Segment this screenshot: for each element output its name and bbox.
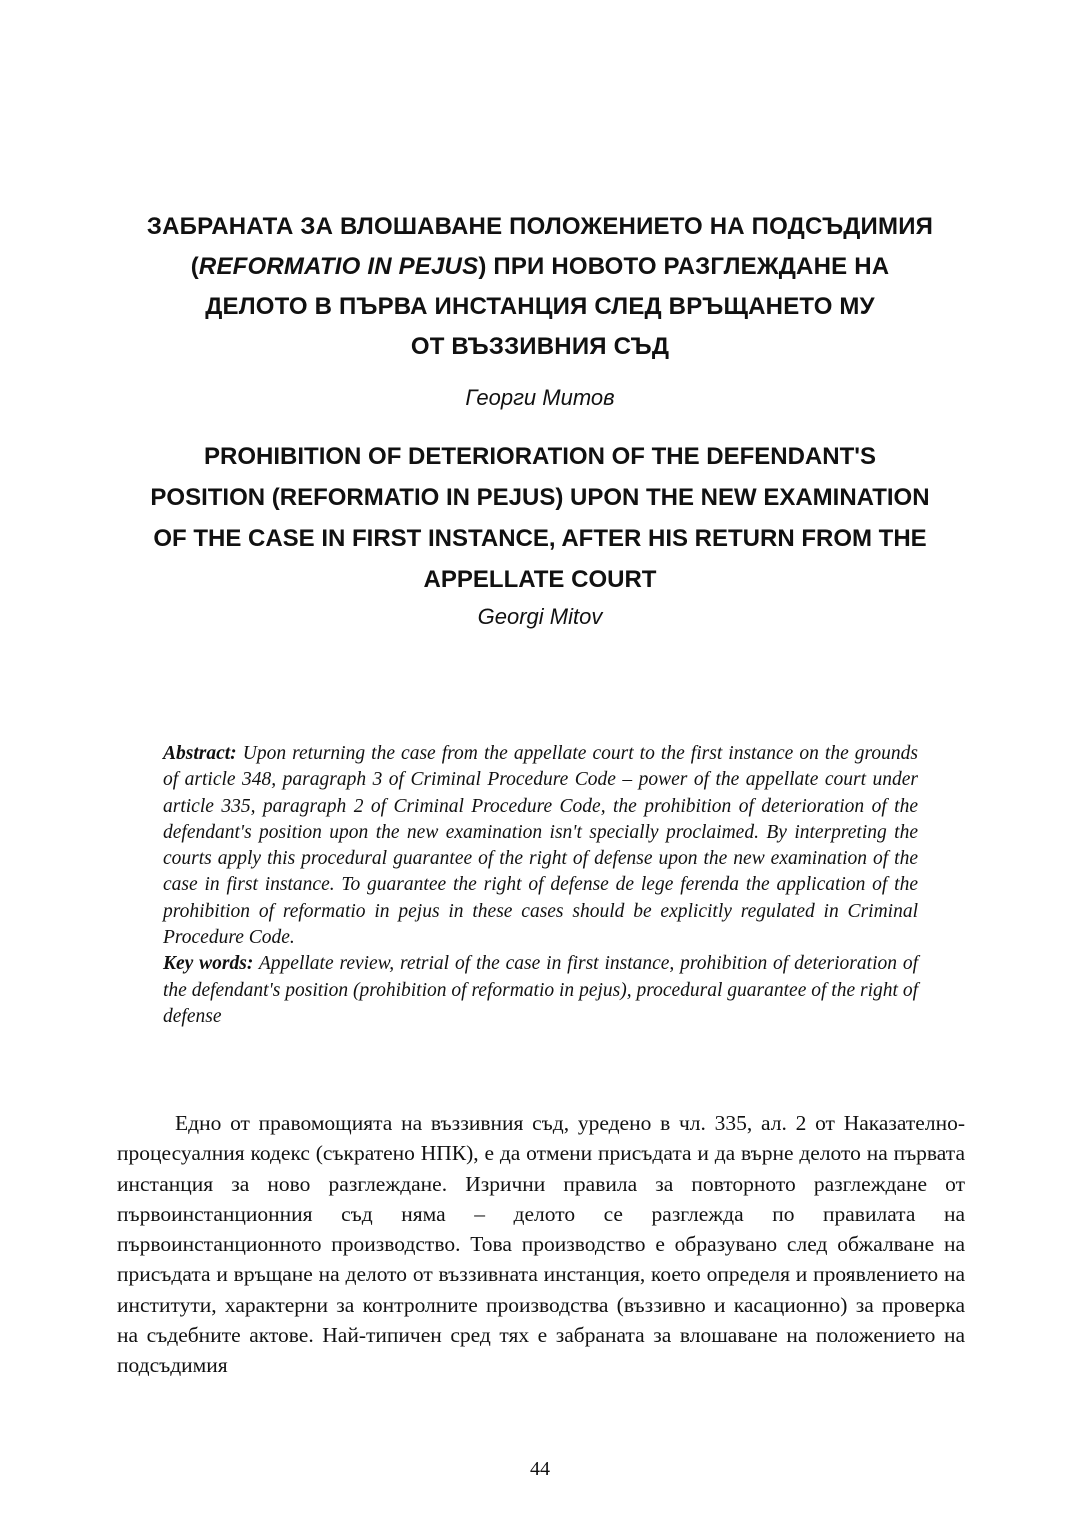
title-en-line-4: APPELLATE COURT [423,566,657,593]
title-bg-line-3: ДЕЛОТО В ПЪРВА ИНСТАНЦИЯ СЛЕД ВРЪЩАНЕТО МУ [205,293,875,320]
keywords-text: Appellate review, retrial of the case in first instance, prohibition of deterioration of the defendant's position (prohibition of reformatio in pejus), procedural guarantee of the right of defense [163,953,919,1027]
abstract-block [163,741,918,1030]
author-bulgarian: Георги Митов [465,385,615,410]
title-bg-line-2-rest: ) ПРИ НОВОТО РАЗГЛЕЖДАНЕ НА [478,253,890,280]
abstract-text: Upon returning the case from the appellate court to the first instance on the grounds of article 348, paragraph 3 of Criminal Procedure Code – power of the appellate court under article 335, paragraph 2 of Criminal Procedure Code, the prohibition of deterioration of the defendant's position upon the new examination isn't specially proclaimed. By interpreting the courts apply this procedural guarantee of the right of defense upon the new examination of the case in first instance. To guarantee the right of defense de lege ferenda the application of the prohibition of reformatio in pejus in these cases should be explicitly regulated in Criminal Procedure Code. [163,743,919,949]
title-bg-latin-term: REFORMATIO IN PEJUS [198,253,479,280]
abstract-paragraph [163,741,918,951]
keywords-label: Key words: [163,953,254,975]
title-en-line-1: PROHIBITION OF DETERIORATION OF THE DEFENDANT'S [204,443,876,470]
title-en-line-2: POSITION (REFORMATIO IN PEJUS) UPON THE NEW EXAMINATION [150,484,930,511]
title-bulgarian [100,207,980,367]
title-en-line-3: OF THE CASE IN FIRST INSTANCE, AFTER HIS RETURN FROM THE [153,525,927,552]
title-bg-line-2 [100,247,980,287]
author-english: Georgi Mitov [477,604,603,629]
title-bg-line-4: ОТ ВЪЗЗИВНИЯ СЪД [410,333,670,360]
page-number: 44 [530,1458,550,1480]
body-text [117,1108,965,1381]
title-english [100,436,980,600]
body-paragraph: Едно от правомощията на въззивния съд, уредено в чл. 335, ал. 2 от Наказателно-процесуалния кодекс (съкратено НПК), е да отмени присъдата и да върне делото на първата инстанция за ново разглеждане. Изрични правила за повторното разглеждане от първоинстанционния съд няма – делото се разглежда по правилата на първоинстанционното производство. Това производство е образувано след обжалване на присъдата и връщане на делото от въззивната инстанция, което определя и проявлението на институти, характерни за контролните производства (въззивно и касационно) за проверка на съдебните актове. Най-типичен сред тях е забраната за влошаване на положението на подсъдимия [117,1111,965,1378]
abstract-label: Abstract: [163,743,237,764]
keywords-paragraph [163,951,918,1030]
title-bg-line-1: ЗАБРАНАТА ЗА ВЛОШАВАНЕ ПОЛОЖЕНИЕТО НА ПОДСЪДИМИЯ [146,213,934,240]
title-bg-paren-open: ( [190,253,199,280]
